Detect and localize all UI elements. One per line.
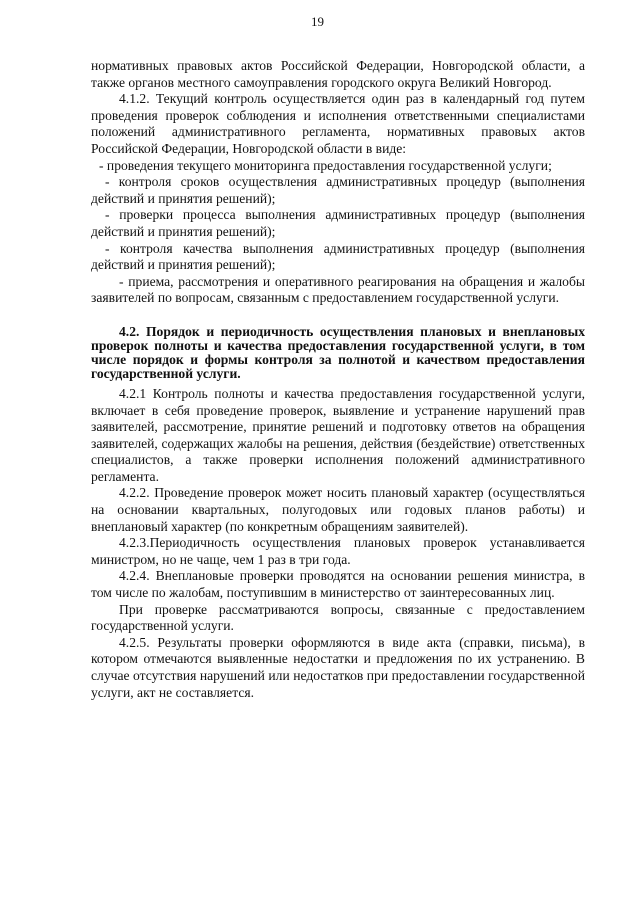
paragraph-continuation: нормативных правовых актов Российской Федерации, Новгородской области, а также органов местного самоуправления городского округа Великий Новгород. — [91, 58, 585, 90]
paragraph-4-2-4: 4.2.4. Внеплановые проверки проводятся на основании решения министра, в том числе по жалобам, поступившим в министерство от заинтересованных лиц. — [91, 568, 585, 601]
list-item-complaints: - приема, рассмотрения и оперативного реагирования на обращения и жалобы заявителей по вопросам, связанным с предоставлением государственной услуги. — [91, 273, 585, 306]
paragraph-4-2-1: 4.2.1 Контроль полноты и качества предоставления государственной услуги, включает в себя проведение проверок, выявление и устранение нарушений прав заявителей, рассмотрение, принятие решений и подготовку ответов на обращения заявителей, содержащих жалобы на решения, действия (бездействие) ответственных специалистов, а также проверки исполнения положений административного регламента. — [91, 385, 585, 484]
paragraph-4-2-5: 4.2.5. Результаты проверки оформляются в виде акта (справки, письма), в котором отмечаются выявленные недостатки и предложения по их устранению. В случае отсутствия нарушений или недостатков при предоставлении государственной услуги, акт не составляется. — [91, 634, 585, 700]
paragraph-review-questions: При проверке рассматриваются вопросы, связанные с предоставлением государственной услуги. — [91, 601, 585, 634]
list-item-monitoring: - проведения текущего мониторинга предоставления государственной услуги; — [99, 157, 552, 173]
list-item-deadlines-control: - контроля сроков осуществления административных процедур (выполнения действий и принятия решений); — [91, 174, 585, 206]
document-body — [91, 58, 585, 701]
list-item-quality-control: - контроля качества выполнения административных процедур (выполнения действий и принятия решений); — [91, 240, 585, 273]
paragraph-4-1-2: 4.1.2. Текущий контроль осуществляется один раз в календарный год путем проведения проверок соблюдения и исполнения ответственными специалистами положений административного регламента, нормативных правовых актов Российской Федерации, Новгородской области в виде: — [91, 91, 585, 156]
section-heading-4-2: 4.2. Порядок и периодичность осуществления плановых и внеплановых проверок полноты и качества предоставления государственной услуги, в том числе порядок и формы контроля за полнотой и качеством предоставления государственной услуги. — [91, 323, 585, 381]
paragraph-4-2-2: 4.2.2. Проведение проверок может носить плановый характер (осуществляться на основании квартальных, полугодовых или годовых планов работы) и внеплановый характер (по конкретным обращениям заявителей). — [91, 485, 585, 534]
list-item-process-check: - проверки процесса выполнения административных процедур (выполнения действий и принятия решений); — [91, 207, 585, 239]
page-number: 19 — [311, 14, 324, 29]
paragraph-4-2-3: 4.2.3.Периодичность осуществления плановых проверок устанавливается министром, но не чаще, чем 1 раз в три года. — [91, 535, 585, 567]
